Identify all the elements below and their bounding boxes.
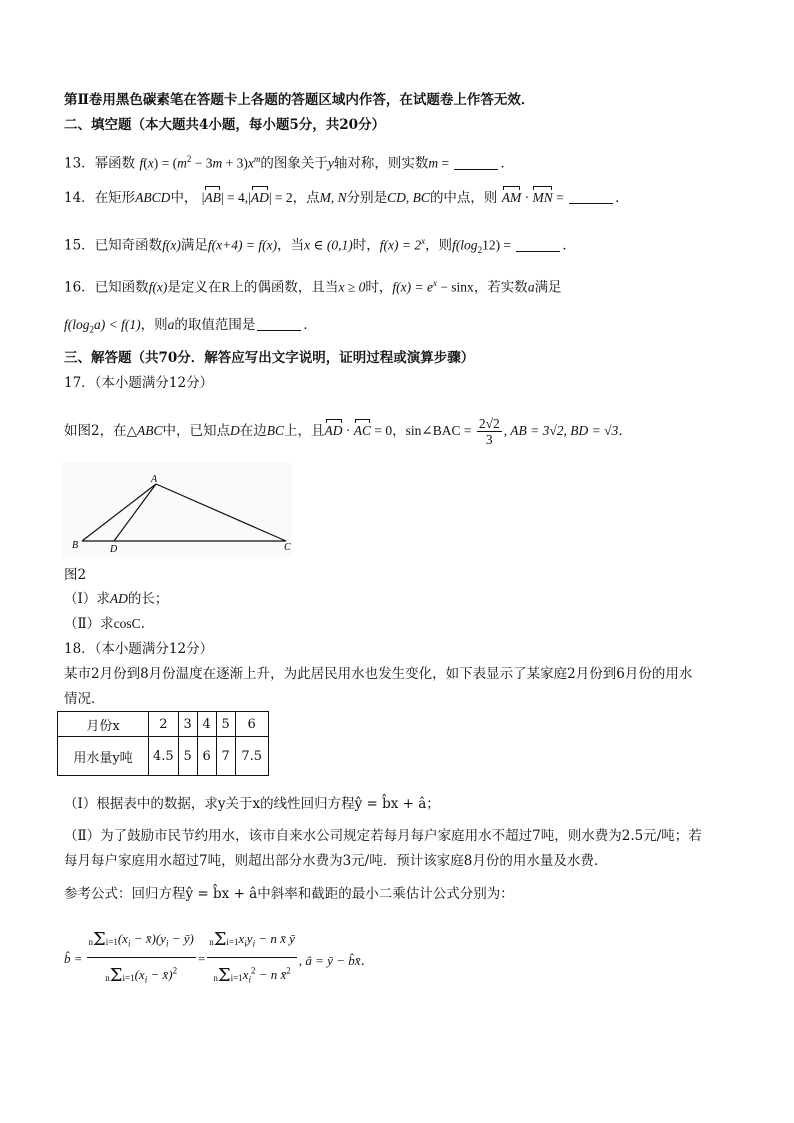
answer-blank-16	[257, 317, 301, 331]
least-squares-formula: b̂ = $\frac{n\Sigma i=1(x_i - x̄)(y_i - ȳ)}{n\Sigma i=1(x_i - x̄)^2}$ = $\frac{n\Sigma i=1x_iy_i - n x̄ ȳ}{n\Sigma i=1x_i^2 - n x̄^2}$ , â = ȳ − b̂x̄．	[64, 926, 374, 993]
answer-blank-14	[569, 190, 613, 204]
vector-ac-17: AC	[353, 423, 372, 438]
table-cell: 4.5	[149, 737, 179, 776]
question-17-part-2: （Ⅱ）求cosC．	[64, 616, 155, 632]
question-16-line-2: $f(\log_2a) < f(1)$，则a的取值范围是 ．	[64, 317, 317, 335]
section-3-title: 三、解答题（共70分．解答应写出文字说明，证明过程或演算步骤）	[64, 350, 475, 366]
label-b: B	[72, 540, 79, 551]
table-cell: 6	[197, 737, 216, 776]
water-usage-table	[57, 711, 269, 776]
table-cell: 7	[216, 737, 235, 776]
vector-mn: MN	[532, 190, 553, 205]
table-cell: 5	[216, 712, 235, 737]
question-17-part-1: （Ⅰ）求AD的长；	[64, 591, 169, 607]
table-cell: 2	[149, 712, 179, 737]
triangle-figure	[62, 462, 292, 557]
answer-blank-13	[454, 156, 498, 170]
table-cell: 6	[235, 712, 268, 737]
question-15: 15．已知奇函数f(x)满足f(x+4) = f(x)，当x ∈ (0,1)时，$f(x) = 2^x$，则$f(\log_212)$ = ．	[64, 236, 576, 256]
vector-am: AM	[501, 190, 522, 205]
question-18-text-1: 某市2月份到8月份温度在逐渐上升，为此居民用水也发生变化，如下表显示了某家庭2月份到6月份的用水	[64, 666, 693, 682]
q13-power-function: f	[139, 155, 144, 171]
question-18-part-1: （Ⅰ）根据表中的数据，求y关于x的线性回归方程ŷ = b̂x + â；	[64, 796, 440, 812]
table-cell: 3	[178, 712, 197, 737]
table-row	[58, 737, 269, 776]
question-18-part-2b: 每月每户家庭用水超过7吨，则超出部分水费为3元/吨．预计该家庭8月份的用水量及水费．	[64, 853, 608, 869]
formula-fraction-1: $\frac{n\Sigma i=1(x_i - x̄)(y_i - ȳ)}{n\Sigma i=1(x_i - x̄)^2}$	[87, 926, 196, 993]
section-2-title: 二、填空题（本大题共4小题，每小题5分，共20分）	[64, 117, 386, 133]
question-16: 16．已知函数f(x)是定义在R上的偶函数，且当x ≥ 0时，$f(x) = e^x - \sin x$，若实数a满足	[64, 278, 562, 296]
question-17-statement: 如图2，在△ABC中，已知点D在边BC上，且AD · AC = 0，sin∠BAC = $\frac{2√2}{3}$ , AB = 3√2, BD = √3．	[64, 416, 632, 447]
vector-ad: AD	[250, 190, 269, 205]
table-row	[58, 712, 269, 737]
figure-caption: 图2	[64, 567, 87, 583]
table-header-month: 月份x	[58, 712, 149, 737]
instruction-text: 第Ⅱ卷用黑色碳素笔在答题卡上各题的答题区域内作答，在试题卷上作答无效．	[64, 92, 535, 108]
formula-fraction-2: $\frac{n\Sigma i=1x_iy_i - n x̄ ȳ}{n\Sigma i=1x_i^2 - n x̄^2}$	[207, 926, 297, 993]
question-18-text-2: 情况．	[64, 691, 105, 707]
label-c: C	[284, 542, 291, 553]
question-18-header: 18．（本小题满分12分）	[64, 641, 214, 657]
table-cell: 4	[197, 712, 216, 737]
label-d: D	[110, 544, 118, 555]
fraction-2sqrt2-over-3: $\frac{2√2}{3}$	[478, 416, 500, 447]
question-17-header: 17．（本小题满分12分）	[64, 375, 214, 391]
vector-ab: AB	[204, 190, 221, 205]
question-18-part-2a: （Ⅱ）为了鼓励市民节约用水，该市自来水公司规定若每月每户家庭用水不超过7吨，则水费为2.5元/吨；若	[64, 828, 702, 844]
label-a: A	[151, 474, 158, 485]
table-cell: 7.5	[235, 737, 268, 776]
answer-blank-15	[516, 238, 560, 252]
question-14: 14．在矩形ABCD中， |AB| = 4,|AD| = 2，点M, N分别是CD, BC的中点，则 AM · MN = ．	[64, 190, 629, 206]
table-cell: 5	[178, 737, 197, 776]
table-header-usage: 用水量y吨	[58, 737, 149, 776]
question-13: 13．幂函数 $f(x) = (m^2 - 3m + 3)x^m$的图象关于y轴对称，则实数m = ．	[64, 154, 514, 172]
reference-formula-text: 参考公式：回归方程ŷ = b̂x + â中斜率和截距的最小二乘估计公式分别为：	[64, 886, 514, 902]
vector-ad-17: AD	[324, 423, 343, 438]
